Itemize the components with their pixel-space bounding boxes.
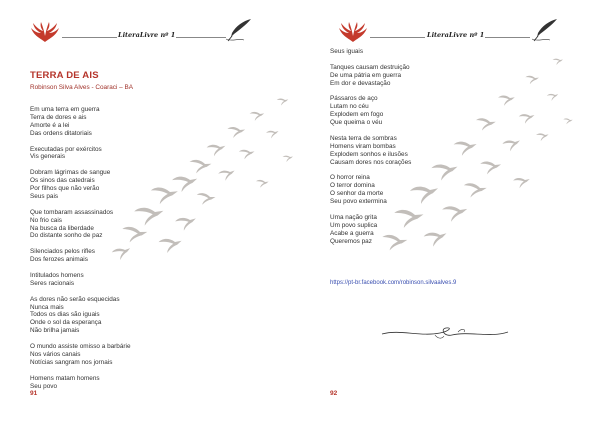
verse-line: Dos ferozes animais — [30, 256, 88, 264]
verse-line: Homens viram bombas — [330, 142, 396, 150]
verse-line: Não brilha jamais — [30, 327, 80, 335]
page-number: 92 — [330, 390, 338, 397]
verse-line: Na busca da liberdade — [30, 224, 94, 232]
header-rule-left — [370, 37, 425, 38]
verse-line: O senhor da morte — [330, 190, 384, 198]
poem-body-right — [330, 48, 411, 253]
verse-line: Que queima o véu — [330, 119, 383, 127]
ornamental-flourish-icon — [380, 325, 510, 341]
quill-pen-icon — [532, 18, 558, 42]
verse-line: Em uma terra em guerra — [30, 106, 100, 113]
verse-line: De uma pátria em guerra — [330, 71, 402, 79]
verse-line: Lutam no céu — [330, 103, 369, 111]
verse-line: Acabe a guerra — [330, 229, 374, 237]
verse-line: Os sinos das catedrais — [30, 177, 95, 185]
verse-line: Explodem em fogo — [330, 111, 384, 119]
verse-line: Todos os dias são iguais — [30, 311, 100, 319]
verse-line: Nunca mais — [30, 303, 64, 311]
poem-author: Robinson Silva Alves - Coaraci – BA — [30, 84, 134, 91]
header-title: LiteraLivre nº 1 — [118, 31, 176, 39]
stanza — [30, 375, 131, 391]
stanza — [330, 174, 411, 206]
verse-line: Das ordens ditatoriais — [30, 129, 92, 137]
verse-line: Notícias sangram nos jornais — [30, 358, 113, 366]
verse-line: Onde o sol da esperança — [30, 319, 102, 327]
verse-line: Nesta terra de sombras — [330, 134, 397, 142]
verse-line: No frio cais — [30, 216, 62, 224]
verse-line: Explodem sonhos e ilusões — [330, 150, 408, 158]
verse-line: Seu povo extermina — [330, 198, 387, 206]
stanza — [330, 95, 411, 127]
verse-line: Por filhos que não verão — [30, 185, 100, 193]
header-title: LiteraLivre nº 1 — [427, 31, 485, 39]
quill-pen-icon — [226, 18, 252, 42]
verse-line: Uma nação grita — [330, 213, 377, 221]
stanza — [330, 48, 411, 56]
poem-body-left — [30, 106, 131, 398]
verse-line: Seu povo — [30, 382, 58, 390]
verse-line: As dores não serão esquecidas — [30, 295, 120, 303]
winged-logo-icon — [338, 22, 368, 44]
header-rule-left — [62, 37, 117, 38]
verse-line: Amorte é a lei — [30, 121, 70, 129]
verse-line: O horror reina — [330, 174, 370, 182]
verse-line: Do distante sonho de paz — [30, 232, 103, 240]
verse-line: Seres racionais — [30, 279, 75, 287]
stanza — [30, 272, 131, 288]
verse-line: O mundo assiste omisso a barbárie — [30, 343, 131, 351]
verse-line: O terror domina — [330, 182, 375, 190]
verse-line: Que tombaram assassinados — [30, 208, 114, 216]
stanza — [30, 146, 131, 162]
stanza — [30, 209, 131, 241]
header-rule-right — [176, 37, 226, 38]
verse-line: Homens matam homens — [30, 374, 100, 382]
verse-line: Nos vários canais — [30, 350, 81, 358]
stanza — [30, 169, 131, 201]
stanza — [30, 106, 131, 138]
verse-line: Executadas por exércitos — [30, 145, 102, 153]
verse-line: Um povo suplica — [330, 221, 378, 229]
verse-line: Tanques causam destruição — [330, 63, 410, 71]
verse-line: Dobram lágrimas de sangue — [30, 169, 111, 177]
verse-line: Em dor e devastação — [330, 79, 391, 87]
stanza — [30, 296, 131, 336]
stanza — [330, 135, 411, 167]
stanza — [330, 214, 411, 246]
verse-line: Queremos paz — [330, 237, 372, 245]
verse-line: Causam dores nos corações — [330, 158, 412, 166]
verse-line: Seus pais — [30, 192, 59, 200]
stanza — [330, 64, 411, 88]
facebook-link[interactable]: https://pt-br.facebook.com/robinson.silvaalves.9 — [330, 280, 457, 286]
winged-logo-icon — [30, 22, 60, 44]
verse-line: Vis generais — [30, 153, 66, 161]
verse-line: Pássaros de aço — [330, 95, 378, 103]
poem-title: TERRA DE AIS — [30, 70, 99, 81]
verse-line: Intitulados homens — [30, 271, 84, 279]
header-rule-right — [485, 37, 530, 38]
verse-line: Seus iguais — [330, 48, 364, 55]
page-number: 91 — [30, 390, 38, 397]
right-page — [300, 0, 600, 424]
verse-line: Terra de dores e ais — [30, 113, 87, 121]
stanza — [30, 343, 131, 367]
verse-line: Silenciados pelos rifles — [30, 248, 96, 256]
stanza — [30, 248, 131, 264]
